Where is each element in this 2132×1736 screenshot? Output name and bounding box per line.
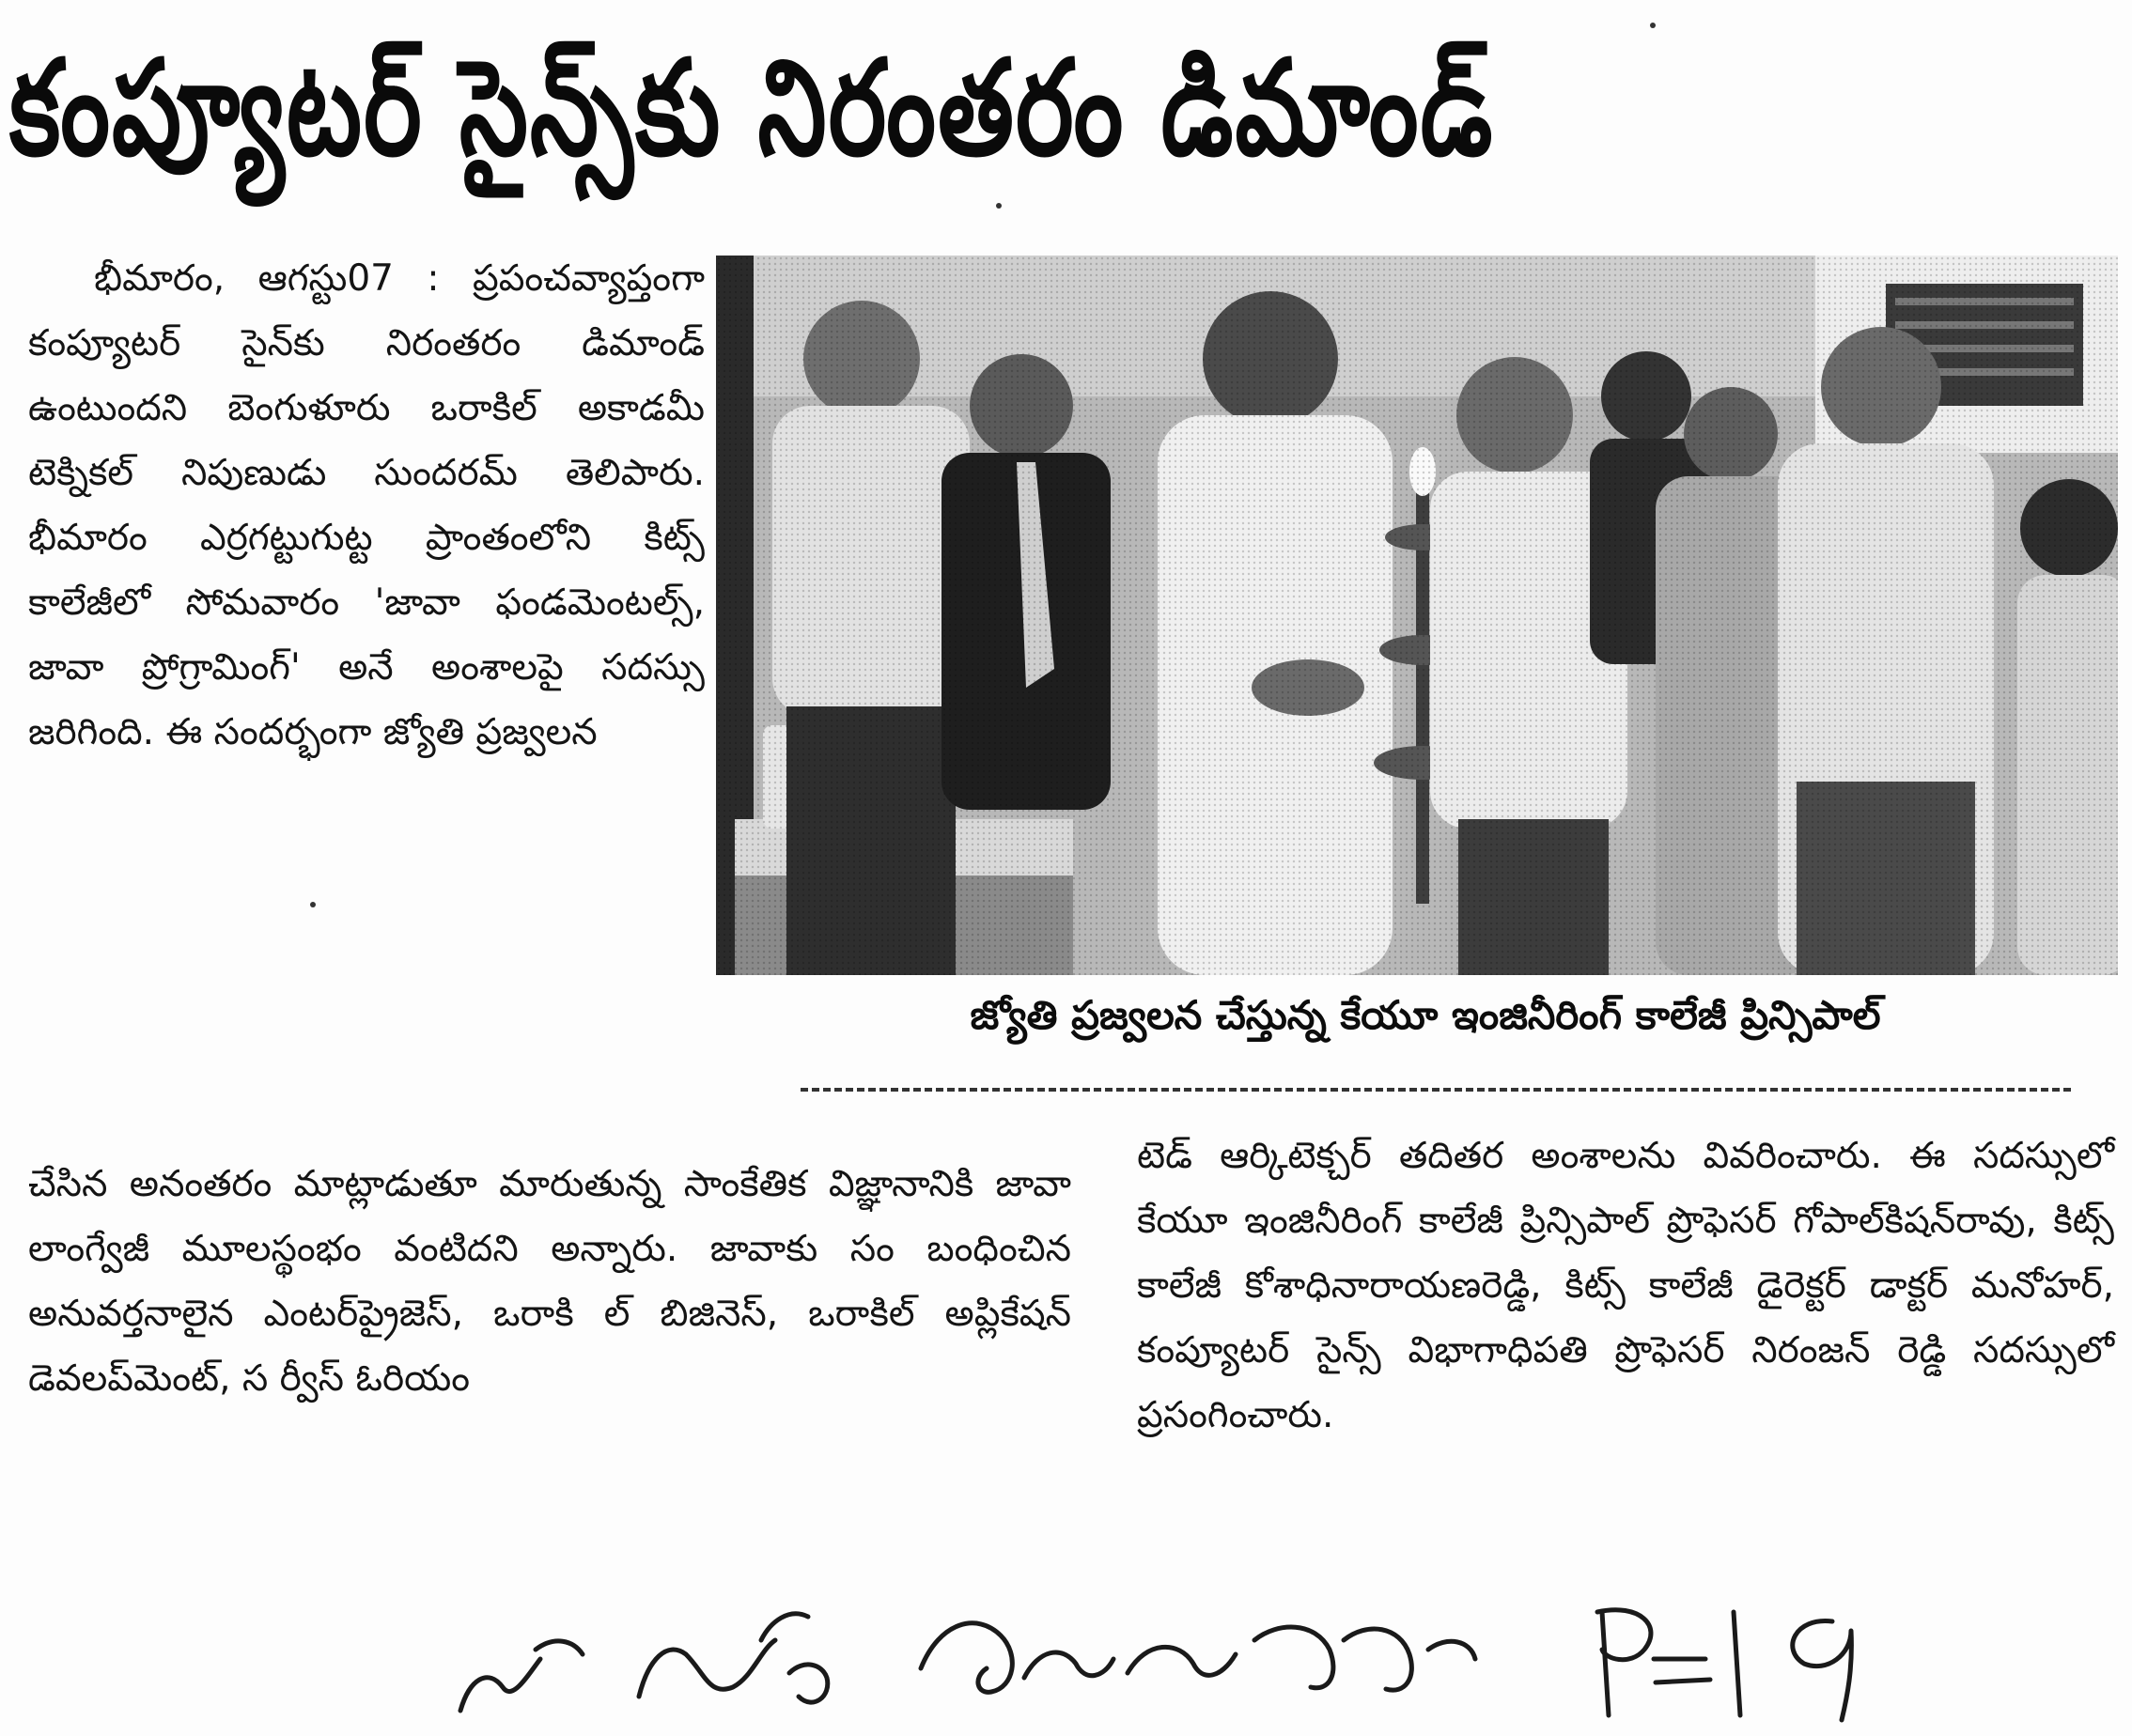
column-divider-rule — [801, 1088, 2071, 1092]
article-headline: కంప్యూటర్ సైన్స్‌కు నిరంతరం డిమాండ్ — [9, 30, 1495, 186]
article-body-left-column: భీమారం, ఆగస్టు07 : ప్రపంచవ్యాప్తంగా కంప్యూటర్ సైన్‌కు నిరంతరం డిమాండ్ ఉంటుందని బెంగుళూరు ఒరాకిల్ అకాడమీ టెక్నికల్ నిపుణుడు సుందరమ్ తెలిపారు. భీమారం ఎర్రగట్టుగుట్ట ప్రాంతంలోని కిట్స్ కాలేజీలో సోమవారం 'జావా ఫండమెంటల్స్, జావా ప్రోగ్రామింగ్' అనే అంశాలపై సదస్సు జరిగింది. ఈ సందర్భంగా జ్యోతి ప్రజ్వలన — [28, 257, 705, 753]
article-body-left-continued: చేసిన అనంతరం మాట్లాడుతూ మారుతున్న సాంకేతిక విజ్ఞానానికి జావా లాంగ్వేజీ మూలస్థంభం వంటిదని అన్నారు. జావాకు సం బంధించిన అనువర్తనాలైన ఎంటర్‌ప్రైజెస్, ఒరాకి ల్ బిజినెస్, ఒరాకిల్ అప్లికేషన్ డెవలప్‌మెంట్, స ర్వీస్ ఓరియం — [28, 1163, 1071, 1400]
handwritten-source-note — [451, 1584, 1917, 1725]
article-body-right-column: టెడ్ ఆర్కిటెక్చర్ తదితర అంశాలను వివరించారు. ఈ సదస్సులో కేయూ ఇంజినీరింగ్ కాలేజీ ప్రిన్సిపాల్ ప్రొఫెసర్ గోపాల్‌కిషన్‌రావు, కిట్స్ కాలేజీ కోశాధినారాయణరెడ్డి, కిట్స్ కాలేజీ డైరెక్టర్ డాక్టర్ మనోహర్, కంప్యూటర్ సైన్స్ విభాగాధిపతి ప్రొఫెసర్ నిరంజన్ రెడ్డి సదస్సులో ప్రసంగించారు. — [1137, 1135, 2114, 1436]
print-speck — [1650, 23, 1656, 28]
print-speck — [996, 203, 1002, 209]
lamp-lighting-photo-illustration — [716, 256, 2118, 975]
event-photo — [716, 256, 2118, 975]
photo-caption: జ్యోతి ప్రజ్వలన చేస్తున్న కేయూ ఇంజినీరింగ్ కాలేజీ ప్రిన్సిపాల్ — [970, 992, 1881, 1038]
print-speck — [310, 902, 316, 907]
